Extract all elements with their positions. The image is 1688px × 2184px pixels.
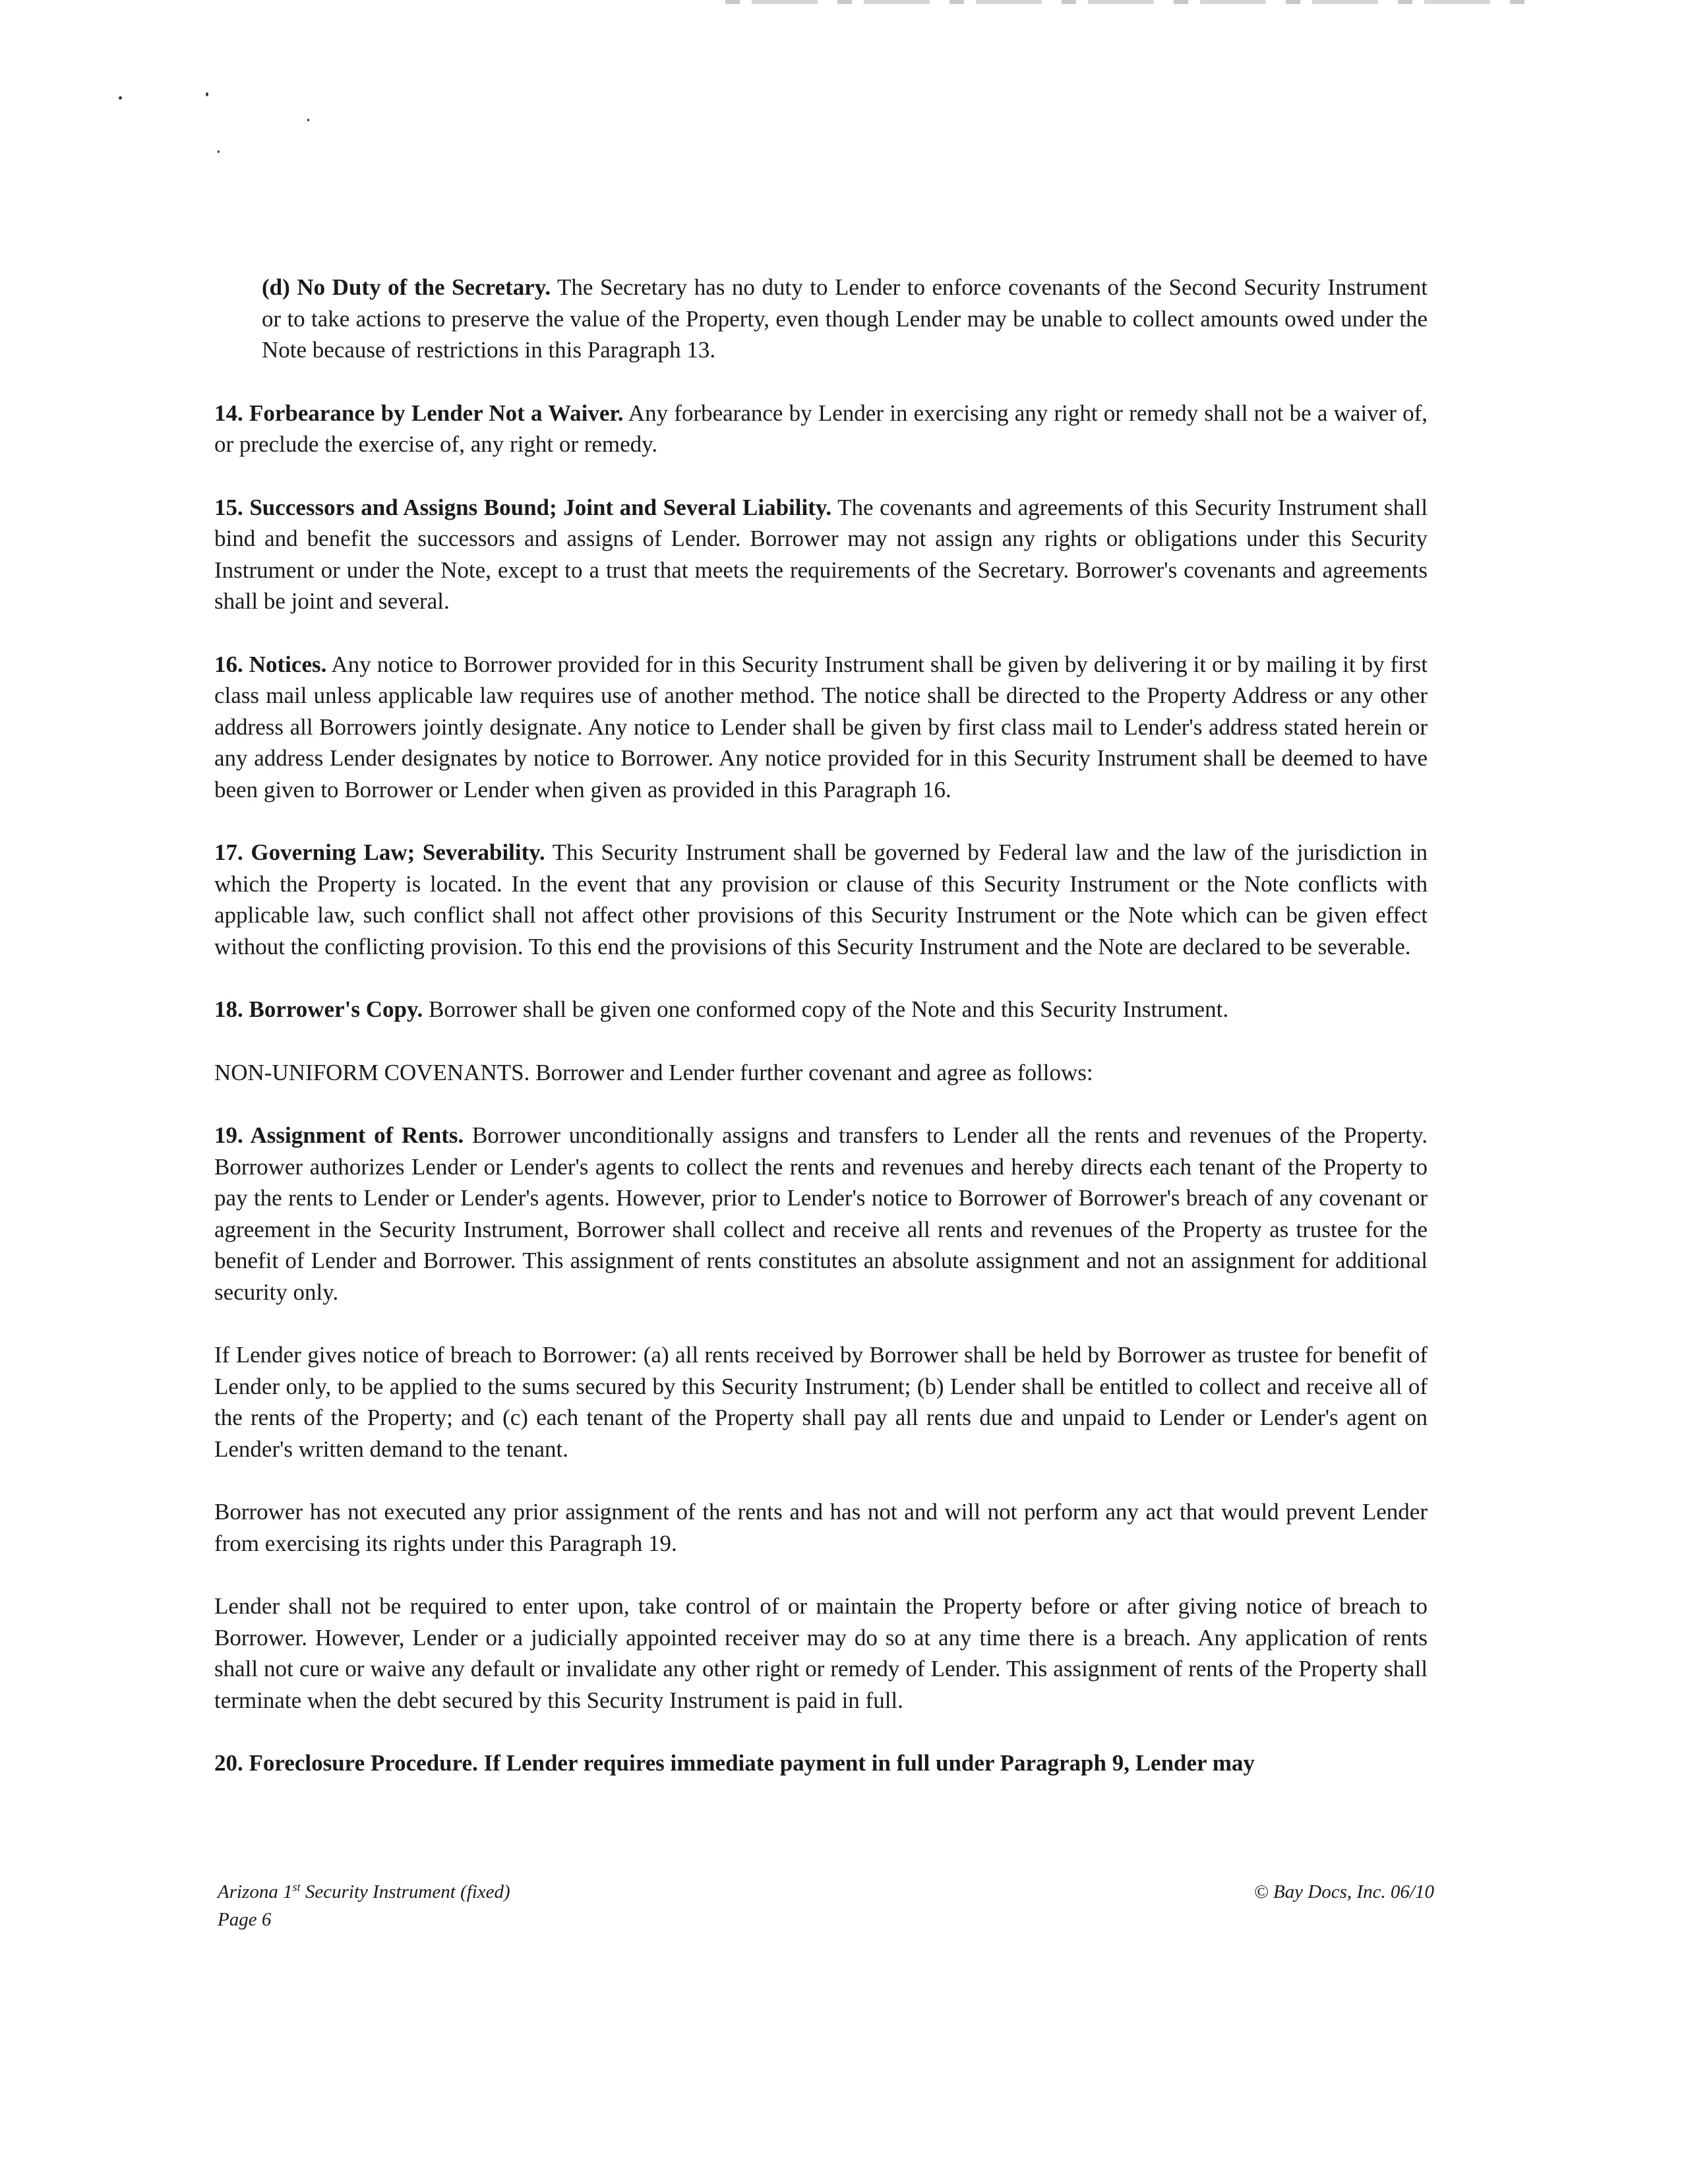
section-14 bbox=[214, 398, 1428, 460]
section-text: Borrower unconditionally assigns and transfers to Lender all the rents and revenues of the Property. Borrower authorizes Lender or Lender's agents to collect the rents and revenues and hereby directs each tenant of the Property to pay the rents to Lender or Lender's agents. However, prior to Lender's notice to Borrower of Borrower's breach of any covenant or agreement in the Security Instrument, Borrower shall collect and receive all rents and revenues of the Property as trustee for the benefit of Lender and Borrower. This assignment of rents constitutes an absolute assignment and not an assignment for additional security only. bbox=[214, 1122, 1428, 1305]
section-heading: 19. Assignment of Rents. bbox=[214, 1122, 464, 1148]
footer-left bbox=[218, 1878, 510, 1933]
section-heading: 15. Successors and Assigns Bound; Joint and Several Liability. bbox=[214, 494, 832, 520]
section-heading: 16. Notices. bbox=[214, 651, 327, 677]
scan-speck bbox=[206, 92, 208, 96]
section-text: This Security Instrument shall be governed by Federal law and the law of the jurisdiction in which the Property is located. In the event that any provision or clause of this Security Instrument or the Note conflicts with applicable law, such conflict shall not affect other provisions of this Security Instrument or the Note which can be given effect without the conflicting provision. To this end the provisions of this Security Instrument and the Note are declared to be severable. bbox=[214, 839, 1428, 959]
section-text: The covenants and agreements of this Security Instrument shall bind and benefit the successors and assigns of Lender. Borrower may not assign any rights or obligations under this Security Instrument or under the Note, except to a trust that meets the requirements of the Secretary. Borrower's covenants and agreements shall be joint and several. bbox=[214, 494, 1428, 614]
section-13d bbox=[262, 272, 1428, 366]
document-title-suffix: Security Instrument (fixed) bbox=[300, 1881, 510, 1902]
document-title-prefix: Arizona 1 bbox=[218, 1881, 293, 1902]
section-text: Lender shall not be required to enter upon, take control of or maintain the Property before or after giving notice of breach to Borrower. However, Lender or a judicially appointed receiver may do so at any time there is a breach. Any application of rents shall not cure or waive any default or invalidate any other right or remedy of Lender. This assignment of rents of the Property shall terminate when the debt secured by this Security Instrument is paid in full. bbox=[214, 1593, 1428, 1713]
section-text: If Lender gives notice of breach to Borrower: (a) all rents received by Borrower shall be held by Borrower as trustee for benefit of Lender only, to be applied to the sums secured by this Security Instrument; (b) Lender shall be entitled to collect and receive all of the rents of the Property; and (c) each tenant of the Property shall pay all rents due and unpaid to Lender or Lender's agent on Lender's written demand to the tenant. bbox=[214, 1342, 1428, 1462]
document-body bbox=[214, 272, 1428, 1811]
section-19-breach-paragraph bbox=[214, 1339, 1428, 1465]
section-19-prior-assignment-paragraph bbox=[214, 1496, 1428, 1559]
document-title-superscript: st bbox=[292, 1880, 301, 1894]
section-text: Borrower shall be given one conformed copy of the Note and this Security Instrument. bbox=[423, 996, 1229, 1022]
page-number: Page 6 bbox=[218, 1909, 272, 1930]
section-heading: 20. Foreclosure Procedure. bbox=[214, 1750, 478, 1776]
scan-speck bbox=[218, 150, 220, 153]
section-20 bbox=[214, 1747, 1428, 1779]
section-18 bbox=[214, 994, 1428, 1025]
section-text: If Lender requires immediate payment in full under Paragraph 9, Lender may bbox=[477, 1750, 1255, 1776]
section-text: The Secretary has no duty to Lender to enforce covenants of the Second Security Instrument or to take actions to preserve the value of the Property, even though Lender may be unable to collect amounts owed under the Note because of restrictions in this Paragraph 13. bbox=[262, 274, 1428, 363]
section-text: Any notice to Borrower provided for in this Security Instrument shall be given by delivering it or by mailing it by first class mail unless applicable law requires use of another method. The notice shall be directed to the Property Address or any other address all Borrowers jointly designate. Any notice to Lender shall be given by first class mail to Lender's address stated herein or any address Lender designates by notice to Borrower. Any notice provided for in this Security Instrument shall be deemed to have been given to Borrower or Lender when given as provided in this Paragraph 16. bbox=[214, 651, 1428, 803]
section-19 bbox=[214, 1120, 1428, 1308]
section-15 bbox=[214, 492, 1428, 617]
page-footer bbox=[218, 1878, 1434, 1933]
section-19-control-paragraph bbox=[214, 1591, 1428, 1716]
scan-speck bbox=[119, 96, 122, 100]
section-heading: 17. Governing Law; Severability. bbox=[214, 839, 545, 865]
section-17 bbox=[214, 837, 1428, 962]
scan-speck bbox=[307, 119, 309, 121]
section-heading: 14. Forbearance by Lender Not a Waiver. bbox=[214, 400, 624, 426]
section-heading: 18. Borrower's Copy. bbox=[214, 996, 423, 1022]
section-text: Borrower has not executed any prior assignment of the rents and has not and will not perform any act that would prevent Lender from exercising its rights under this Paragraph 19. bbox=[214, 1499, 1428, 1556]
section-text: Any forbearance by Lender in exercising any right or remedy shall not be a waiver of, or preclude the exercise of, any right or remedy. bbox=[214, 400, 1428, 457]
section-heading: (d) No Duty of the Secretary. bbox=[262, 274, 551, 300]
section-text: NON-UNIFORM COVENANTS. Borrower and Lender further covenant and agree as follows: bbox=[214, 1059, 1093, 1085]
document-title bbox=[218, 1878, 510, 1906]
section-16 bbox=[214, 649, 1428, 806]
copyright-notice: © Bay Docs, Inc. 06/10 bbox=[1253, 1881, 1434, 1902]
scan-artifact-strip bbox=[725, 0, 1530, 4]
non-uniform-covenants bbox=[214, 1057, 1428, 1089]
